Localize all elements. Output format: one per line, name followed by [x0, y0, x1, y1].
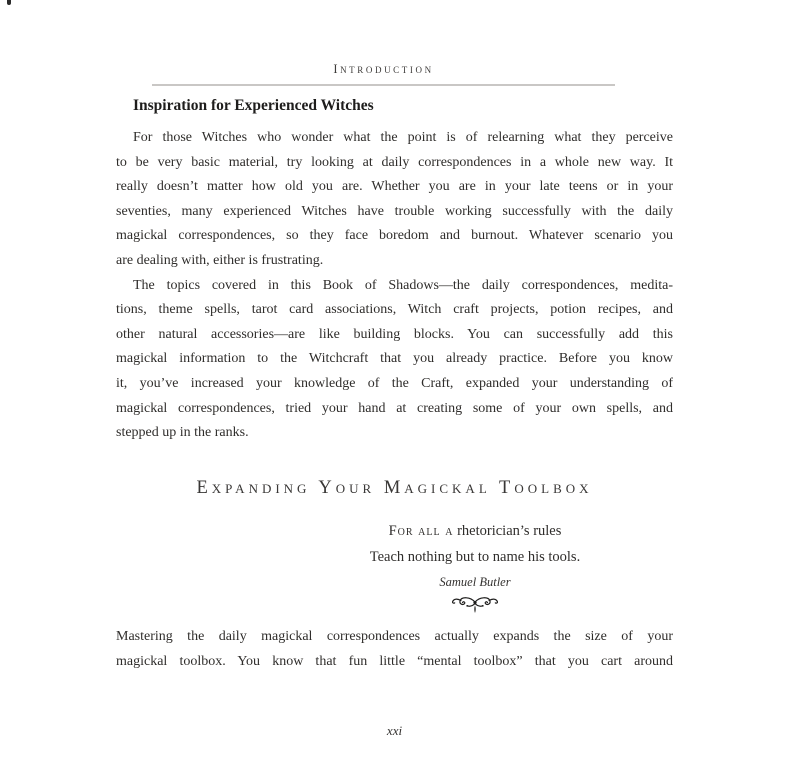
text-line: Mastering the daily magickal correspondences actually expands the size of your — [116, 629, 673, 644]
text-line: The topics covered in this Book of Shadows—the daily correspondences, medita- — [133, 277, 673, 293]
text-line: are dealing with, either is frustrating. — [116, 252, 324, 268]
text-line: For those Witches who wonder what the point is of relearning what they perceive — [133, 130, 673, 145]
header-rule — [152, 84, 615, 86]
fleuron-ornament-icon — [305, 595, 645, 617]
running-head: Introduction — [333, 62, 434, 76]
text-line: it, you’ve increased your knowledge of the Craft, expanded your understanding of — [116, 375, 673, 391]
text-line: magickal correspondences, so they face boredom and burnout. Whatever scenario you — [116, 228, 673, 244]
text-line: really doesn’t matter how old you are. Whether you are in your late teens or in your — [116, 179, 673, 195]
epigraph-line-1 — [305, 518, 645, 544]
epigraph-attribution: Samuel Butler — [439, 575, 511, 589]
section-heading: Inspiration for Experienced Witches — [133, 97, 374, 114]
page-number: xxi — [386, 723, 403, 738]
epigraph-line-2: Teach nothing but to name his tools. — [369, 549, 581, 565]
text-line: magickal information to the Witchcraft that you already practice. Before you know — [116, 351, 673, 367]
epigraph — [305, 518, 645, 617]
scan-artifact-mark — [7, 0, 11, 5]
text-line: seventies, many experienced Witches have trouble working successfully with the daily — [116, 203, 673, 219]
text-line: tions, theme spells, tarot card associations, Witch craft projects, potion recipes, and — [116, 302, 673, 318]
text-line: magickal toolbox. You know that fun little “mental toolbox” that you cart around — [116, 653, 673, 669]
text-line: stepped up in the ranks. — [116, 425, 249, 441]
text-line: other natural accessories—are like building blocks. You can successfully add this — [116, 326, 673, 342]
epigraph-line-1-rest: rhetorician’s rules — [453, 523, 562, 539]
epigraph-smallcaps-lead: For all a — [388, 523, 454, 539]
text-line: magickal correspondences, tried your hand at creating some of your own spells, and — [116, 400, 673, 416]
text-line: to be very basic material, try looking at daily correspondences in a whole new way. It — [116, 154, 673, 170]
body-text-main — [116, 126, 673, 446]
body-text-toolbox — [116, 625, 673, 674]
chapter-section-title: Expanding Your Magickal Toolbox — [196, 478, 593, 498]
